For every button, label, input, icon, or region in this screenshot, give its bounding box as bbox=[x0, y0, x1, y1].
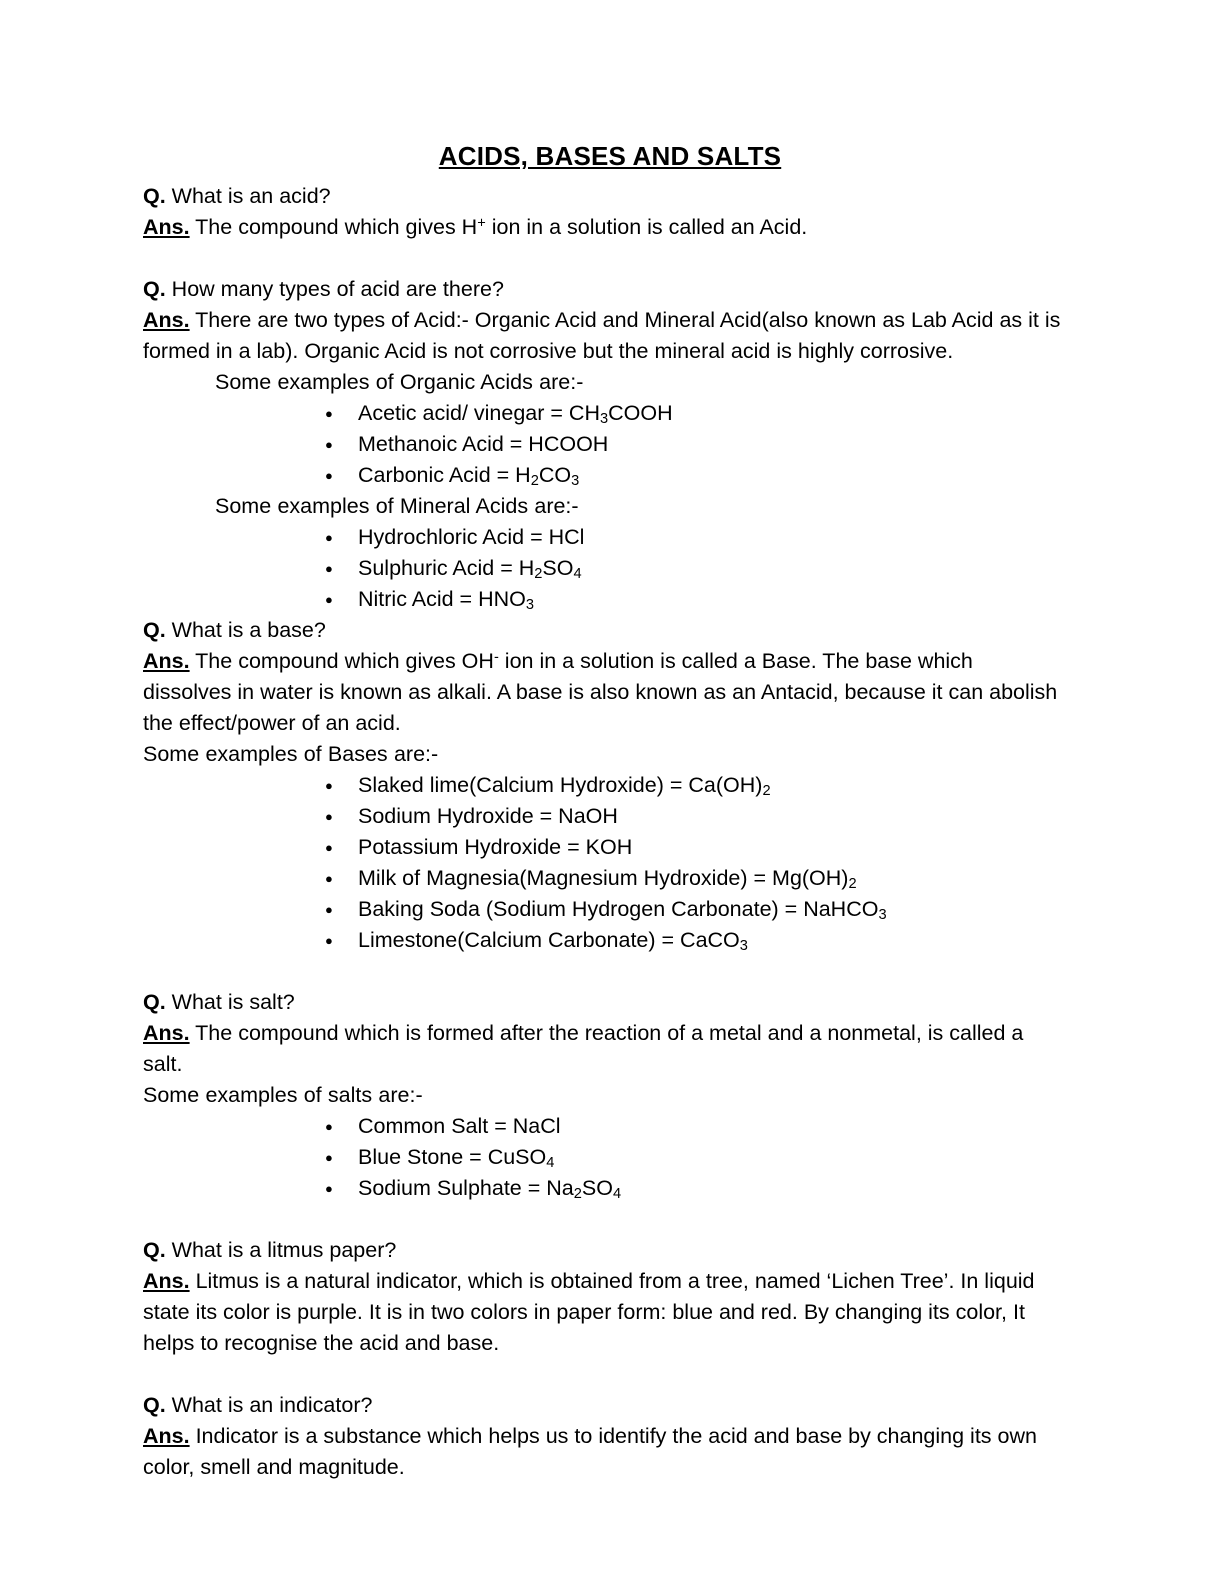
answer-text-tail: ion in a solution is called a Base. The base which dissolves in water is known as alkali. A base is also known as an Antacid, because it can abolish the effect/power of an acid. bbox=[143, 648, 1058, 735]
answer-what-is-litmus-paper bbox=[143, 1266, 1063, 1359]
superscript-minus: - bbox=[493, 648, 499, 665]
subscript: 4 bbox=[573, 565, 582, 582]
list-item bbox=[143, 1142, 1063, 1173]
question-what-is-an-indicator bbox=[143, 1390, 1063, 1421]
spacer bbox=[143, 1359, 1063, 1390]
answer-text: Indicator is a substance which helps us to identify the acid and base by changing its own color, smell and magnitude. bbox=[143, 1423, 1037, 1479]
list-item-label: Methanoic Acid = HCOOH bbox=[358, 431, 609, 456]
subscript: 3 bbox=[878, 906, 887, 923]
question-text: What is salt? bbox=[165, 989, 295, 1014]
list-item-label: Sodium Sulphate = Na bbox=[358, 1175, 574, 1200]
answer-text: The compound which gives H bbox=[189, 214, 478, 239]
list-item bbox=[143, 770, 1063, 801]
subscript: 3 bbox=[599, 410, 609, 427]
ans-label: Ans. bbox=[143, 1020, 190, 1045]
list-item bbox=[143, 1173, 1063, 1204]
subscript: 2 bbox=[530, 472, 539, 489]
salts-examples-heading: Some examples of salts are:- bbox=[143, 1082, 423, 1107]
answer-text: There are two types of Acid:- Organic Acid and Mineral Acid(also known as Lab Acid as it is formed in a lab). Organic Acid is not corrosive but the mineral acid is highly corrosive. bbox=[143, 307, 1061, 363]
list-item-tail: COOH bbox=[608, 400, 673, 425]
list-item-label: Carbonic Acid = H bbox=[358, 462, 531, 487]
list-item-label: Sulphuric Acid = H bbox=[358, 555, 535, 580]
list-item-label: Milk of Magnesia(Magnesium Hydroxide) = Mg(OH) bbox=[358, 865, 849, 890]
list-item bbox=[143, 429, 1063, 460]
subscript: 3 bbox=[525, 596, 534, 613]
mineral-acids-heading: Some examples of Mineral Acids are:- bbox=[215, 493, 579, 518]
q-label: Q. bbox=[143, 276, 166, 301]
bases-list bbox=[143, 770, 1063, 956]
list-item-tail: SO bbox=[581, 1175, 613, 1200]
spacer bbox=[143, 243, 1063, 274]
list-item-label: Limestone(Calcium Carbonate) = CaCO bbox=[358, 927, 740, 952]
answer-text-tail: ion in a solution is called an Acid. bbox=[485, 214, 808, 239]
answer-what-is-salt bbox=[143, 1018, 1063, 1080]
superscript-plus: + bbox=[477, 214, 486, 231]
document-body bbox=[143, 140, 1063, 1483]
q-label: Q. bbox=[143, 183, 166, 208]
list-item-label: Slaked lime(Calcium Hydroxide) = Ca(OH) bbox=[358, 772, 763, 797]
list-item-label: Hydrochloric Acid = HCl bbox=[358, 524, 585, 549]
list-item-label: Sodium Hydroxide = NaOH bbox=[358, 803, 618, 828]
page-title: ACIDS, BASES AND SALTS bbox=[438, 141, 782, 171]
subscript: 2 bbox=[534, 565, 543, 582]
ans-label: Ans. bbox=[143, 1268, 190, 1293]
question-text: What is an acid? bbox=[165, 183, 331, 208]
list-item bbox=[143, 460, 1063, 491]
ans-label: Ans. bbox=[143, 1423, 190, 1448]
subscript: 3 bbox=[571, 472, 580, 489]
subscript: 2 bbox=[573, 1185, 582, 1202]
list-item bbox=[143, 925, 1063, 956]
mineral-acids-list bbox=[143, 522, 1063, 615]
list-item bbox=[143, 894, 1063, 925]
q-label: Q. bbox=[143, 617, 166, 642]
question-text: How many types of acid are there? bbox=[165, 276, 504, 301]
list-item bbox=[143, 801, 1063, 832]
list-item-label: Acetic acid/ vinegar = CH bbox=[358, 400, 600, 425]
list-item-label: Blue Stone = CuSO bbox=[358, 1144, 547, 1169]
list-item-tail: SO bbox=[542, 555, 574, 580]
bases-examples-heading: Some examples of Bases are:- bbox=[143, 741, 439, 766]
list-item bbox=[143, 522, 1063, 553]
answer-what-is-an-acid bbox=[143, 212, 1063, 243]
subscript: 4 bbox=[612, 1185, 622, 1202]
answer-what-is-an-indicator bbox=[143, 1421, 1063, 1483]
question-text: What is a base? bbox=[165, 617, 326, 642]
subscript: 2 bbox=[762, 782, 771, 799]
organic-acids-heading: Some examples of Organic Acids are:- bbox=[215, 369, 584, 394]
list-item bbox=[143, 863, 1063, 894]
subscript: 3 bbox=[739, 937, 748, 954]
answer-text: The compound which is formed after the reaction of a metal and a nonmetal, is called a salt. bbox=[143, 1020, 1024, 1076]
list-item-tail: CO bbox=[538, 462, 572, 487]
question-what-is-a-base bbox=[143, 615, 1063, 646]
list-item-label: Common Salt = NaCl bbox=[358, 1113, 561, 1138]
question-what-is-litmus-paper bbox=[143, 1235, 1063, 1266]
question-what-is-salt bbox=[143, 987, 1063, 1018]
question-what-is-an-acid bbox=[143, 181, 1063, 212]
question-text: What is an indicator? bbox=[165, 1392, 373, 1417]
ans-label: Ans. bbox=[143, 214, 190, 239]
q-label: Q. bbox=[143, 1237, 166, 1262]
ans-label: Ans. bbox=[143, 648, 190, 673]
answer-what-is-a-base bbox=[143, 646, 1063, 739]
subscript: 4 bbox=[546, 1154, 555, 1171]
list-item-label: Baking Soda (Sodium Hydrogen Carbonate) = NaHCO bbox=[358, 896, 879, 921]
answer-text: The compound which gives OH bbox=[189, 648, 494, 673]
list-item bbox=[143, 1111, 1063, 1142]
answer-types-of-acid bbox=[143, 305, 1063, 367]
list-item bbox=[143, 584, 1063, 615]
ans-label: Ans. bbox=[143, 307, 190, 332]
question-text: What is a litmus paper? bbox=[165, 1237, 397, 1262]
subscript: 2 bbox=[848, 875, 857, 892]
list-item-label: Nitric Acid = HNO bbox=[358, 586, 526, 611]
question-types-of-acid bbox=[143, 274, 1063, 305]
salts-list bbox=[143, 1111, 1063, 1204]
list-item-label: Potassium Hydroxide = KOH bbox=[358, 834, 633, 859]
spacer bbox=[143, 1204, 1063, 1235]
spacer bbox=[143, 956, 1063, 987]
list-item bbox=[143, 832, 1063, 863]
organic-acids-list bbox=[143, 398, 1063, 491]
q-label: Q. bbox=[143, 989, 166, 1014]
list-item bbox=[143, 398, 1063, 429]
list-item bbox=[143, 553, 1063, 584]
q-label: Q. bbox=[143, 1392, 166, 1417]
answer-text: Litmus is a natural indicator, which is obtained from a tree, named ‘Lichen Tree’. In liquid state its color is purple. It is in two colors in paper form: blue and red. By changing its color, It helps to recognise the acid and base. bbox=[143, 1268, 1035, 1355]
